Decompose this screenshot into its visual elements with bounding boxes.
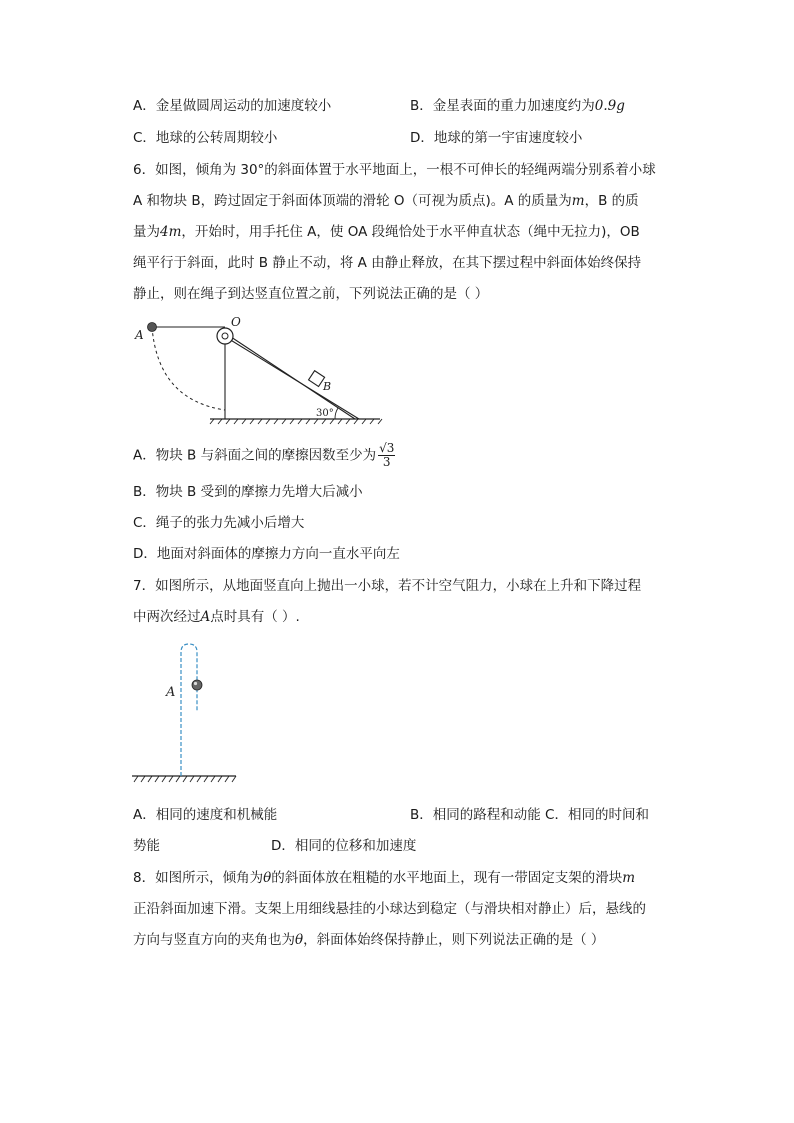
q7-line2-a: 中两次经过	[133, 609, 201, 625]
q6-stem-line4: 绳平行于斜面，此时 B 静止不动，将 A 由静止释放，在其下摆过程中斜面体始终保持	[133, 255, 642, 271]
q6-option-d: D．地面对斜面体的摩擦力方向一直水平向左	[133, 546, 400, 562]
q8-theta-2: θ	[295, 932, 304, 948]
q7-ball-highlight	[194, 682, 197, 685]
q6-option-c: C．绳子的张力先减小后增大	[133, 515, 305, 531]
q6-option-a	[133, 442, 395, 469]
q6-mass-m: m	[571, 193, 585, 209]
q6-stem-line5: 静止，则在绳子到达竖直位置之前，下列说法正确的是（ ）	[133, 286, 489, 302]
q7-ball	[192, 680, 202, 690]
q5-option-d: D．地球的第一宇宙速度较小	[410, 130, 583, 146]
q6-incline-figure	[130, 312, 390, 428]
q6-swing-path	[152, 327, 225, 410]
q6-line2-a: A 和物块 B，跨过固定于斜面体顶端的滑轮 O（可视为质点)。A 的质量为	[133, 193, 572, 209]
q6-ball-a	[148, 323, 157, 332]
q7-option-a: A．相同的速度和机械能	[133, 807, 278, 823]
q7-line2-b: 点时具有（ ）.	[210, 609, 300, 625]
q5-option-b-text: B．金星表面的重力加速度约为	[410, 98, 595, 114]
q6-pulley-axle	[222, 333, 228, 339]
q6-option-b: B．物块 B 受到的摩擦力先增大后减小	[133, 484, 363, 500]
q6-ground-hatch	[210, 419, 382, 424]
q6-stem-line2	[133, 192, 639, 210]
q6-incline-surface-inner	[229, 339, 359, 419]
q7-throw-figure	[130, 640, 240, 790]
q7-option-d: D．相同的位移和加速度	[271, 838, 417, 854]
q7-label-a: A	[166, 685, 176, 700]
q7-ground-hatch	[134, 776, 236, 782]
q8-line1-b: 的斜面体放在粗糙的水平地面上，现有一带固定支架的滑块	[271, 870, 623, 886]
q6-label-a: A	[135, 328, 144, 342]
q6-label-angle: 30°	[316, 408, 334, 419]
q7-stem-line2	[133, 608, 300, 626]
q5-option-a: A．金星做圆周运动的加速度较小	[133, 98, 332, 114]
q6-label-b: B	[323, 380, 332, 393]
q8-mass-m: m	[622, 870, 636, 886]
q8-stem-line2: 正沿斜面加速下滑。支架上用细线悬挂的小球达到稳定（与滑块相对静止）后，悬线的	[133, 901, 646, 917]
q8-stem-line1	[133, 869, 635, 887]
q8-line1-a: 8．如图所示，倾角为	[133, 870, 264, 886]
q6-line2-b: ，B 的质	[584, 193, 639, 209]
q6-angle-arc	[335, 408, 338, 419]
q6-stem-line3	[133, 223, 640, 241]
q6-option-a-text: A．物块 B 与斜面之间的摩擦因数至少为	[133, 447, 377, 464]
q6-fraction-denominator: 3	[382, 455, 391, 469]
q7-stem-line1: 7．如图所示，从地面竖直向上抛出一小球，若不计空气阻力，小球在上升和下降过程	[133, 578, 642, 594]
q6-line3-a: 量为	[133, 224, 160, 240]
q5-option-c: C．地球的公转周期较小	[133, 130, 278, 146]
q7-point-a: A	[200, 609, 211, 625]
q7-trajectory	[181, 644, 197, 776]
q8-line3-a: 方向与竖直方向的夹角也为	[133, 932, 295, 948]
q6-stem-line1: 6．如图，倾角为 30°的斜面体置于水平地面上，一根不可伸长的轻绳两端分别系着小球	[133, 162, 656, 178]
q5-option-b-value: 0.9g	[594, 98, 625, 114]
q6-mass-4m: 4m	[160, 224, 182, 240]
q6-fraction-numerator: √3	[379, 441, 395, 455]
q5-option-b	[410, 97, 625, 115]
q8-stem-line3	[133, 931, 604, 949]
q6-label-o: O	[231, 315, 241, 329]
q8-theta-1: θ	[263, 870, 272, 886]
q8-line3-b: ，斜面体始终保持静止，则下列说法正确的是（ ）	[303, 932, 605, 948]
q7-option-bc: B．相同的路程和动能 C．相同的时间和	[410, 807, 649, 823]
q6-line3-b: ，开始时，用手托住 A，使 OA 段绳恰处于水平伸直状态（绳中无拉力)，OB	[181, 224, 640, 240]
q7-option-c-tail: 势能	[133, 838, 160, 854]
q6-option-a-fraction	[378, 442, 395, 469]
